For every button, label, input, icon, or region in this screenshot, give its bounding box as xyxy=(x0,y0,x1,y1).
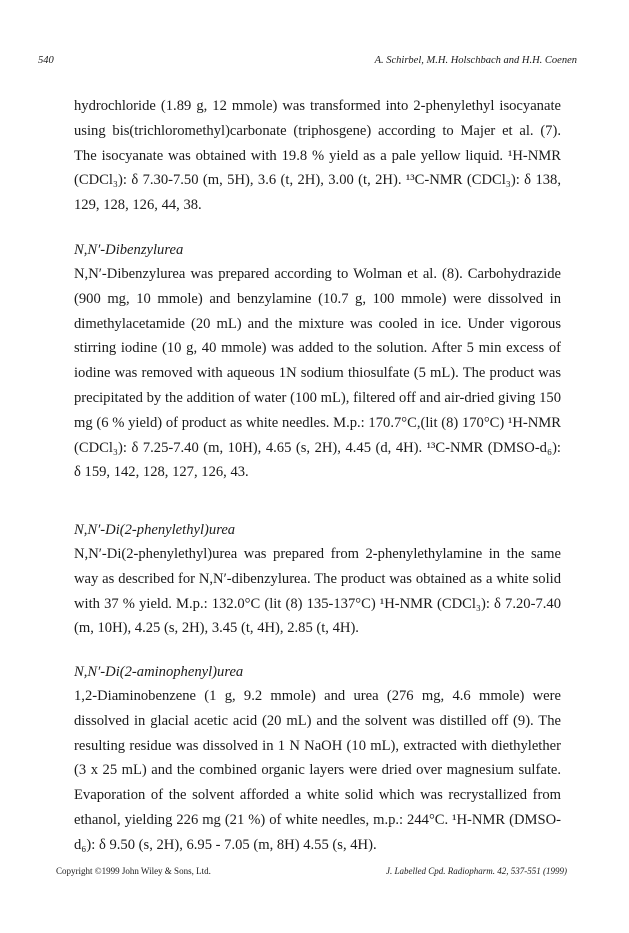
section-body-diaminophenylurea: 1,2-Diaminobenzene (1 g, 9.2 mmole) and urea (276 mg, 4.6 mmole) were dissolved in glacial acetic acid (20 mL) and the solvent was distilled off (9). The resulting residue was dissolved in 1 N NaOH (10 mL), extracted with diethylether (3 x 25 mL) and the combined organic layers were dried over magnesium sulfate. Evaporation of the solvent afforded a white solid which was recrystallized from ethanol, yielding 226 mg (21 %) of white needles, m.p.: 244°C. ¹H-NMR (DMSO-d₆): δ 9.50 (s, 2H), 6.95 - 7.05 (m, 8H) 4.55 (s, 4H). xyxy=(74,688,561,853)
section-heading-diaminophenylurea: N,N′-Di(2-aminophenyl)urea xyxy=(74,664,244,680)
page-number: 540 xyxy=(38,55,54,66)
intro-paragraph-block xyxy=(74,94,561,218)
section-body-diaminophenylurea-block xyxy=(74,684,561,858)
section-body-diphenylethylurea-block xyxy=(74,542,561,641)
journal-citation: J. Labelled Cpd. Radiopharm. 42, 537-551 (1999) xyxy=(386,866,567,876)
section-heading-dibenzylurea: N,N′-Dibenzylurea xyxy=(74,242,184,258)
section-body-dibenzylurea: N,N′-Dibenzylurea was prepared according to Wolman et al. (8). Carbohydrazide (900 mg, 10 mmole) and benzylamine (10.7 g, 100 mmole) were dissolved in dimethylacetamide (20 mL) and the mixture was cooled in ice. Under vigorous stirring iodine (10 g, 40 mmole) was added to the solution. After 5 min excess of iodine was removed with aqueous 1N sodium thiosulfate (5 mL). The product was precipitated by the addition of water (100 mL), filtered off and air-dried giving 150 mg (6 % yield) of product as white needles. M.p.: 170.7°C,(lit (8) 170°C) ¹H-NMR (CDCl₃): δ 7.25-7.40 (m, 10H), 4.65 (s, 2H), 4.45 (d, 4H). ¹³C-NMR (DMSO-d₆): δ 159, 142, 128, 127, 126, 43. xyxy=(74,266,561,481)
copyright-notice: Copyright ©1999 John Wiley & Sons, Ltd. xyxy=(56,866,211,876)
section-body-dibenzylurea-block xyxy=(74,262,561,485)
intro-paragraph: hydrochloride (1.89 g, 12 mmole) was transformed into 2-phenylethyl isocyanate using bis(trichloromethyl)carbonate (triphosgene) according to Majer et al. (7). The isocyanate was obtained with 19.8 % yield as a pale yellow liquid. ¹H-NMR (CDCl₃): δ 7.30-7.50 (m, 5H), 3.6 (t, 2H), 3.00 (t, 2H). ¹³C-NMR (CDCl₃): δ 138, 129, 128, 126, 44, 38. xyxy=(74,98,561,214)
running-head: A. Schirbel, M.H. Holschbach and H.H. Coenen xyxy=(374,55,577,66)
section-body-diphenylethylurea: N,N′-Di(2-phenylethyl)urea was prepared from 2-phenylethylamine in the same way as described for N,N′-dibenzylurea. The product was obtained as a white solid with 37 % yield. M.p.: 132.0°C (lit (8) 135-137°C) ¹H-NMR (CDCl₃): δ 7.20-7.40 (m, 10H), 4.25 (s, 2H), 3.45 (t, 4H), 2.85 (t, 4H). xyxy=(74,546,561,637)
section-heading-diphenylethylurea: N,N′-Di(2-phenylethyl)urea xyxy=(74,522,236,538)
